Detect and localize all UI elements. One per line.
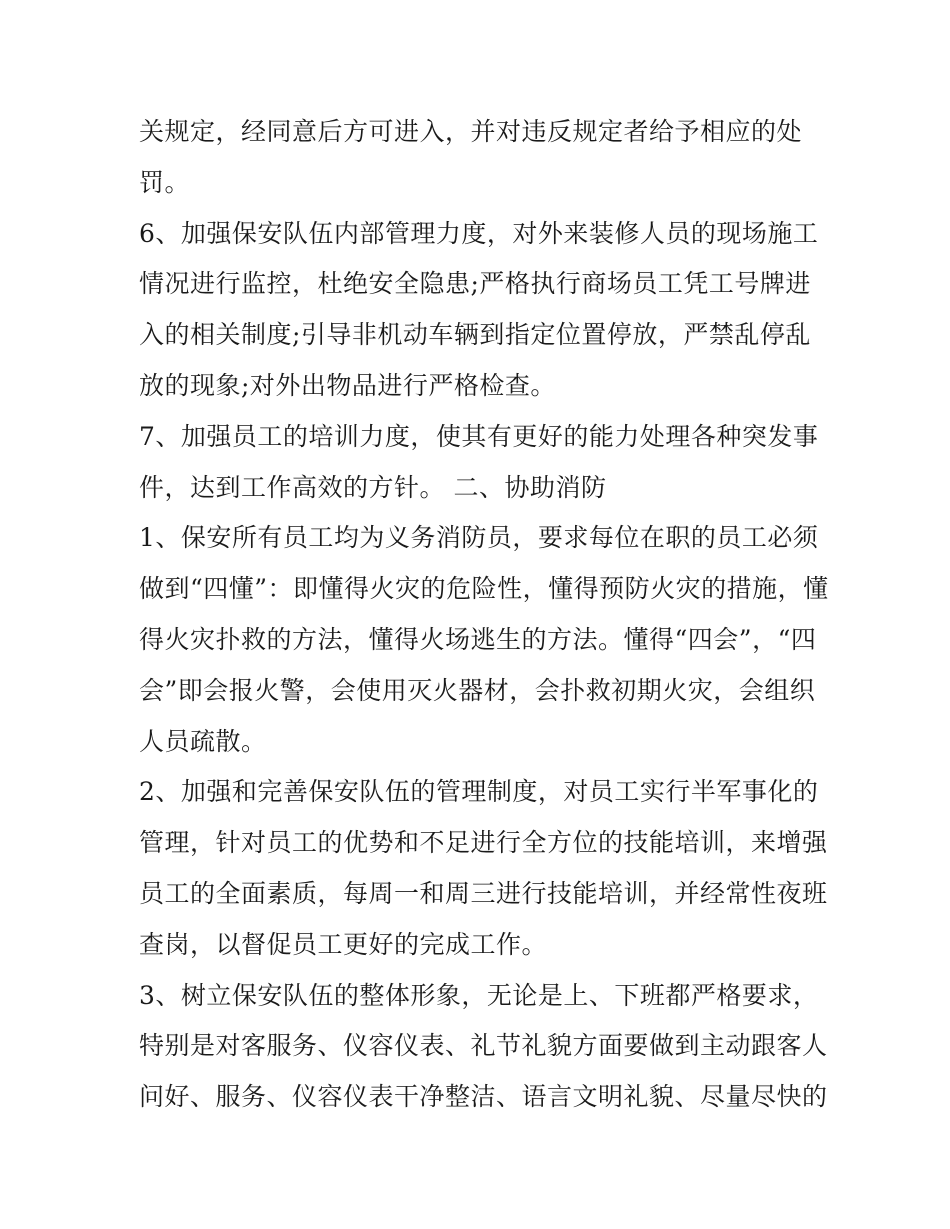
text-line: 员工的全面素质，每周一和周三进行技能培训，并经常性夜班 <box>139 878 828 908</box>
text-line: 罚。 <box>139 167 191 197</box>
document-body <box>139 107 829 1123</box>
text-line: 人员疏散。 <box>139 726 267 756</box>
text-line: 问好、服务、仪容仪表干净整洁、语言文明礼貌、尽量尽快的 <box>139 1082 828 1112</box>
text-line: 1、保安所有员工均为义务消防员，要求每位在职的员工必须 <box>139 523 819 553</box>
text-line: 件，达到工作高效的方针。 二、协助消防 <box>139 472 607 502</box>
text-line: 放的现象;对外出物品进行严格检查。 <box>139 370 556 400</box>
text-line: 2、加强和完善保安队伍的管理制度，对员工实行半军事化的 <box>139 777 819 807</box>
text-line: 管理，针对员工的优势和不足进行全方位的技能培训，来增强 <box>139 828 828 858</box>
text-line: 特别是对客服务、仪容仪表、礼节礼貌方面要做到主动跟客人 <box>139 1031 828 1061</box>
text-line: 入的相关制度;引导非机动车辆到指定位置停放，严禁乱停乱 <box>139 320 811 350</box>
text-line: 3、树立保安队伍的整体形象，无论是上、下班都严格要求， <box>139 980 819 1010</box>
text-line: 情况进行监控，杜绝安全隐患;严格执行商场员工凭工号牌进 <box>139 269 811 299</box>
text-line: 7、加强员工的培训力度，使其有更好的能力处理各种突发事 <box>139 421 819 451</box>
text-line: 关规定，经同意后方可进入，并对违反规定者给予相应的处 <box>139 117 803 146</box>
text-line: 得火灾扑救的方法，懂得火场逃生的方法。懂得“四会”，“四 <box>139 624 817 654</box>
text-line: 做到“四懂”：即懂得火灾的危险性，懂得预防火灾的措施，懂 <box>139 574 829 604</box>
text-line: 6、加强保安队伍内部管理力度，对外来装修人员的现场施工 <box>139 218 819 248</box>
text-line: 查岗，以督促员工更好的完成工作。 <box>139 929 548 959</box>
text-line: 会”即会报火警，会使用灭火器材，会扑救初期火灾，会组织 <box>139 675 816 705</box>
